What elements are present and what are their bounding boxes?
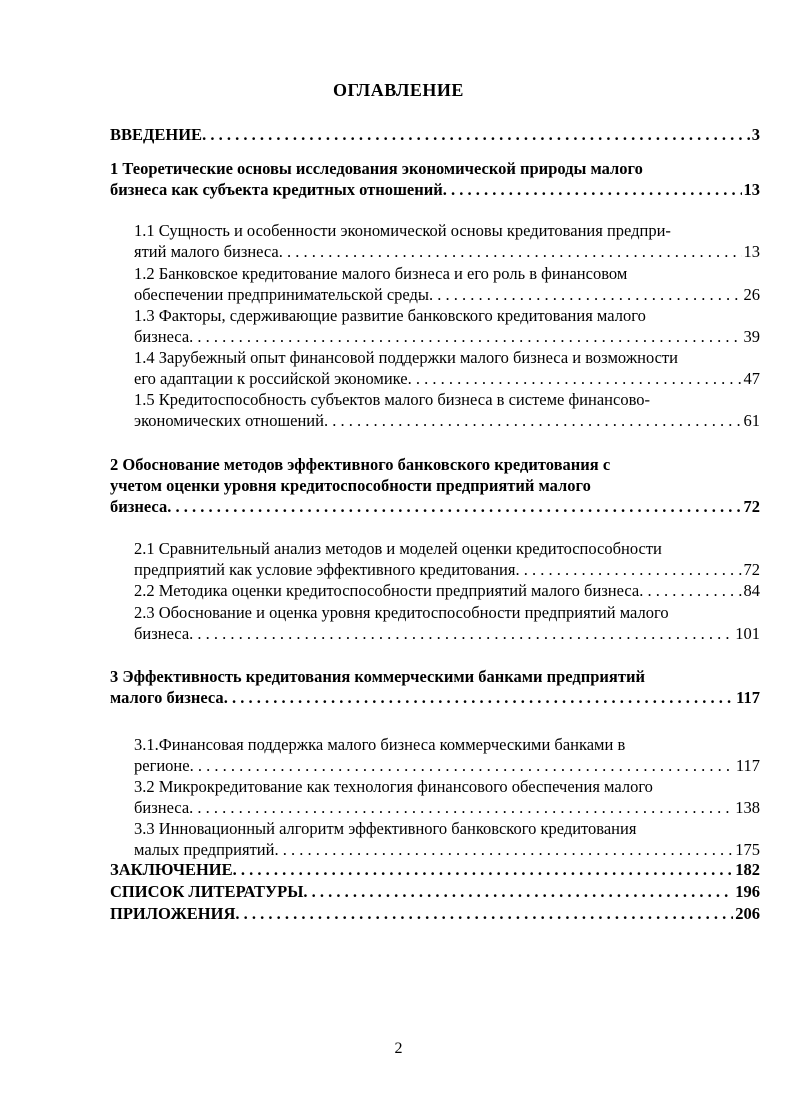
dot-leader bbox=[279, 241, 742, 262]
page-ref: 206 bbox=[735, 904, 760, 923]
entry-label: 1.2 Банковское кредитование малого бизнеса и его роль в финансовом bbox=[134, 264, 628, 283]
entry-label: 1.3 Факторы, сдерживающие развитие банковского кредитования малого bbox=[134, 306, 646, 325]
toc-entry-section-3-3 bbox=[134, 818, 760, 860]
dot-leader bbox=[274, 839, 733, 860]
entry-label: 1.4 Зарубежный опыт финансовой поддержки малого бизнеса и возможности bbox=[134, 348, 678, 367]
entry-label: 1 Теоретические основы исследования экономической природы малого bbox=[110, 159, 643, 178]
entry-label: ВВЕДЕНИЕ bbox=[110, 125, 203, 144]
dot-leader bbox=[639, 580, 741, 601]
toc-entry-section-2-1 bbox=[134, 538, 760, 580]
toc-entry-section-2-3 bbox=[134, 602, 760, 644]
toc-entry-appendices bbox=[110, 903, 760, 924]
entry-label: ЗАКЛЮЧЕНИЕ bbox=[110, 860, 233, 879]
dot-leader bbox=[235, 903, 733, 924]
page-ref: 13 bbox=[743, 242, 760, 261]
dot-leader bbox=[189, 326, 741, 347]
toc-entry-chapter-1 bbox=[110, 158, 760, 200]
entry-label: экономических отношений bbox=[134, 411, 324, 430]
page-ref: 13 bbox=[743, 180, 760, 199]
page-ref: 26 bbox=[743, 285, 760, 304]
entry-label: 3.1.Финансовая поддержка малого бизнеса коммерческими банками в bbox=[134, 735, 626, 754]
dot-leader bbox=[443, 179, 742, 200]
entry-label: малых предприятий bbox=[134, 840, 275, 859]
toc-entry-section-1-3 bbox=[134, 305, 760, 347]
toc-entry-chapter-3 bbox=[110, 666, 760, 708]
page-ref: 101 bbox=[735, 624, 760, 643]
entry-label: регионе bbox=[134, 756, 190, 775]
page-ref: 117 bbox=[736, 688, 760, 707]
dot-leader bbox=[233, 859, 734, 880]
dot-leader bbox=[224, 687, 734, 708]
dot-leader bbox=[190, 755, 734, 776]
toc-entry-section-1-1 bbox=[134, 220, 760, 262]
page-ref: 61 bbox=[743, 411, 760, 430]
entry-label: 3 Эффективность кредитования коммерческими банками предприятий bbox=[110, 667, 645, 686]
entry-label: бизнеса bbox=[110, 497, 168, 516]
entry-label: учетом оценки уровня кредитоспособности предприятий малого bbox=[110, 476, 591, 495]
entry-label: 2.1 Сравнительный анализ методов и моделей оценки кредитоспособности bbox=[134, 539, 662, 558]
dot-leader bbox=[429, 284, 741, 305]
entry-label: бизнеса bbox=[134, 798, 190, 817]
toc-entry-section-1-4 bbox=[134, 347, 760, 389]
dot-leader bbox=[202, 124, 750, 145]
toc-entry-references bbox=[110, 881, 760, 902]
entry-label: бизнеса как субъекта кредитных отношений bbox=[110, 180, 443, 199]
entry-label: 2.2 Методика оценки кредитоспособности предприятий малого бизнеса bbox=[134, 581, 640, 600]
page-ref: 175 bbox=[735, 840, 760, 859]
entry-label: 1.5 Кредитоспособность субъектов малого бизнеса в системе финансово- bbox=[134, 390, 650, 409]
toc-entry-section-2-2 bbox=[134, 580, 760, 601]
entry-label: малого бизнеса bbox=[110, 688, 224, 707]
page-ref: 72 bbox=[743, 497, 760, 516]
dot-leader bbox=[324, 410, 742, 431]
toc-entry-conclusion bbox=[110, 859, 760, 880]
page-ref: 3 bbox=[751, 125, 760, 144]
entry-label: обеспечении предпринимательской среды bbox=[134, 285, 430, 304]
page-ref: 182 bbox=[735, 860, 760, 879]
entry-label: ПРИЛОЖЕНИЯ bbox=[110, 904, 236, 923]
page-ref: 138 bbox=[735, 798, 760, 817]
toc-entry-section-3-2 bbox=[134, 776, 760, 818]
dot-leader bbox=[408, 368, 742, 389]
dot-leader bbox=[189, 623, 733, 644]
page-ref: 117 bbox=[735, 756, 760, 775]
toc-entry-section-1-5 bbox=[134, 389, 760, 431]
toc-title: ОГЛАВЛЕНИЕ bbox=[333, 80, 464, 100]
toc-entry-section-1-2 bbox=[134, 263, 760, 305]
entry-label: 3.2 Микрокредитование как технология финансового обеспечения малого bbox=[134, 777, 653, 796]
entry-label: ятий малого бизнеса bbox=[134, 242, 279, 261]
toc-entry-introduction bbox=[110, 124, 760, 145]
dot-leader bbox=[189, 797, 733, 818]
entry-label: его адаптации к российской экономике bbox=[134, 369, 408, 388]
entry-label: предприятий как условие эффективного кредитования bbox=[134, 560, 516, 579]
entry-label: 1.1 Сущность и особенности экономической основы кредитования предпри- bbox=[134, 221, 671, 240]
page-ref: 72 bbox=[743, 560, 760, 579]
toc-entry-chapter-2 bbox=[110, 454, 760, 517]
toc-entry-section-3-1 bbox=[134, 734, 760, 776]
dot-leader bbox=[167, 496, 741, 517]
entry-label: бизнеса bbox=[134, 327, 190, 346]
page-ref: 39 bbox=[743, 327, 760, 346]
page-ref: 196 bbox=[735, 882, 760, 901]
page-ref: 47 bbox=[743, 369, 760, 388]
entry-label: бизнеса bbox=[134, 624, 190, 643]
entry-label: 2 Обоснование методов эффективного банковского кредитования с bbox=[110, 455, 611, 474]
dot-leader bbox=[303, 881, 733, 902]
page-ref: 84 bbox=[743, 581, 760, 600]
dot-leader bbox=[515, 559, 741, 580]
page-number: 2 bbox=[394, 1040, 403, 1057]
entry-label: СПИСОК ЛИТЕРАТУРЫ bbox=[110, 882, 304, 901]
entry-label: 3.3 Инновационный алгоритм эффективного банковского кредитования bbox=[134, 819, 637, 838]
entry-label: 2.3 Обоснование и оценка уровня кредитоспособности предприятий малого bbox=[134, 603, 669, 622]
